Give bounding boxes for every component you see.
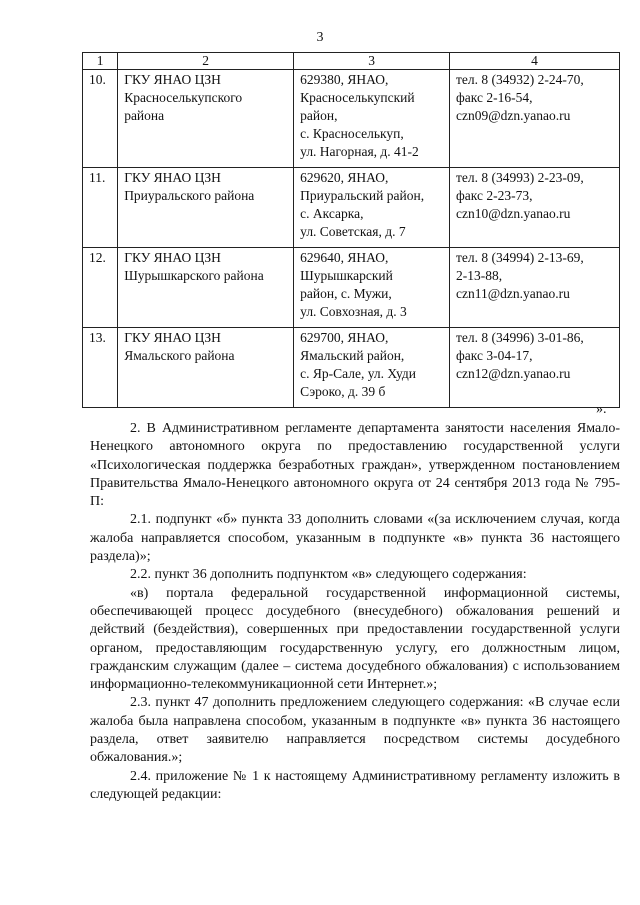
phone-line: 2-13-88,	[456, 268, 503, 283]
phone-line: тел. 8 (34993) 2-23-09,	[456, 170, 584, 185]
address-line: с. Яр-Сале, ул. Худи	[300, 366, 416, 381]
address-line: 629380, ЯНАО,	[300, 72, 389, 87]
organization-cell	[118, 70, 294, 168]
organization-line: ГКУ ЯНАО ЦЗН	[124, 250, 221, 265]
row-number: 11.	[83, 168, 118, 248]
address-line: Ямальский район,	[300, 348, 405, 363]
czn-contacts-table	[82, 52, 620, 408]
organization-cell	[118, 168, 294, 248]
email-line: czn10@dzn.yanao.ru	[456, 206, 571, 221]
email-line: czn12@dzn.yanao.ru	[456, 366, 571, 381]
table-row	[83, 248, 620, 328]
address-line: Красноселькупский	[300, 90, 415, 105]
table-row	[83, 70, 620, 168]
organization-line: ГКУ ЯНАО ЦЗН	[124, 170, 221, 185]
address-line: 629620, ЯНАО,	[300, 170, 389, 185]
header-col-4: 4	[450, 53, 620, 70]
address-line: район,	[300, 108, 338, 123]
contacts-cell	[450, 248, 620, 328]
email-line: czn09@dzn.yanao.ru	[456, 108, 571, 123]
amendment-text	[90, 420, 620, 804]
address-cell	[294, 328, 450, 408]
phone-line: тел. 8 (34996) 3-01-86,	[456, 330, 584, 345]
address-line: с. Красноселькуп,	[300, 126, 404, 141]
table-header-row	[83, 53, 620, 70]
row-number: 10.	[83, 70, 118, 168]
row-number: 12.	[83, 248, 118, 328]
contacts-cell	[450, 168, 620, 248]
row-number: 13.	[83, 328, 118, 408]
address-line: с. Аксарка,	[300, 206, 364, 221]
fax-line: факс 3-04-17,	[456, 348, 533, 363]
table-row	[83, 168, 620, 248]
address-cell	[294, 70, 450, 168]
organization-line: Красноселькупского	[124, 90, 243, 105]
paragraph-2-4: 2.4. приложение № 1 к настоящему Административному регламенту изложить в следующей редакции:	[90, 768, 620, 802]
fax-line: факс 2-23-73,	[456, 188, 533, 203]
organization-line: района	[124, 108, 165, 123]
contacts-cell	[450, 328, 620, 408]
paragraph-2: 2. В Административном регламенте департамента занятости населения Ямало-Ненецкого автономного округа по предоставлению государственной услуги «Психологическая поддержка безработных граждан», утвержденном постановлением Правительства Ямало-Ненецкого автономного округа от 24 сентября 2013 года № 795-П:	[90, 421, 620, 510]
address-line: Шурышкарский	[300, 268, 393, 283]
address-line: Приуральский район,	[300, 188, 425, 203]
address-line: ул. Нагорная, д. 41-2	[300, 144, 419, 159]
address-line: Сэроко, д. 39 б	[300, 384, 386, 399]
address-line: 629640, ЯНАО,	[300, 250, 389, 265]
phone-line: тел. 8 (34932) 2-24-70,	[456, 72, 584, 87]
organization-line: ГКУ ЯНАО ЦЗН	[124, 330, 221, 345]
table-row	[83, 328, 620, 408]
paragraph-2-2-v: «в) портала федеральной государственной информационной системы, обеспечивающей процесс досудебного (внесудебного) обжалования решений и действий (бездействия), совершенных при предоставлении государственной услуги органом, предоставляющим государственную услугу, его должностным лицом, гражданским служащим (далее – система досудебного обжалования) с использованием информационно-телекоммуникационной сети Интернет.»;	[90, 585, 620, 693]
organization-cell	[118, 248, 294, 328]
paragraph-2-3: 2.3. пункт 47 дополнить предложением следующего содержания: «В случае если жалоба была направлена способом, указанным в подпункте «в» пункта 36 настоящего раздела, ответ заявителю направляется посредством системы досудебного обжалования.»;	[90, 695, 620, 766]
email-line: czn11@dzn.yanao.ru	[456, 286, 570, 301]
phone-line: тел. 8 (34994) 2-13-69,	[456, 250, 584, 265]
header-col-2: 2	[118, 53, 294, 70]
organization-line: ГКУ ЯНАО ЦЗН	[124, 72, 221, 87]
address-cell	[294, 248, 450, 328]
header-col-1: 1	[83, 53, 118, 70]
address-line: район, с. Мужи,	[300, 286, 392, 301]
closing-quote: ».	[596, 402, 607, 417]
organization-line: Шурышкарского района	[124, 268, 264, 283]
fax-line: факс 2-16-54,	[456, 90, 533, 105]
page-number: 3	[316, 30, 324, 45]
address-line: 629700, ЯНАО,	[300, 330, 389, 345]
address-cell	[294, 168, 450, 248]
contacts-cell	[450, 70, 620, 168]
organization-line: Приуральского района	[124, 188, 255, 203]
paragraph-2-2: 2.2. пункт 36 дополнить подпунктом «в» следующего содержания:	[130, 567, 527, 583]
address-line: ул. Совхозная, д. 3	[300, 304, 407, 319]
header-col-3: 3	[294, 53, 450, 70]
paragraph-2-1: 2.1. подпункт «б» пункта 33 дополнить словами «(за исключением случая, когда жалоба направляется способом, указанным в подпункте «в» пункта 36 настоящего раздела)»;	[90, 512, 620, 565]
organization-line: Ямальского района	[124, 348, 235, 363]
organization-cell	[118, 328, 294, 408]
address-line: ул. Советская, д. 7	[300, 224, 406, 239]
